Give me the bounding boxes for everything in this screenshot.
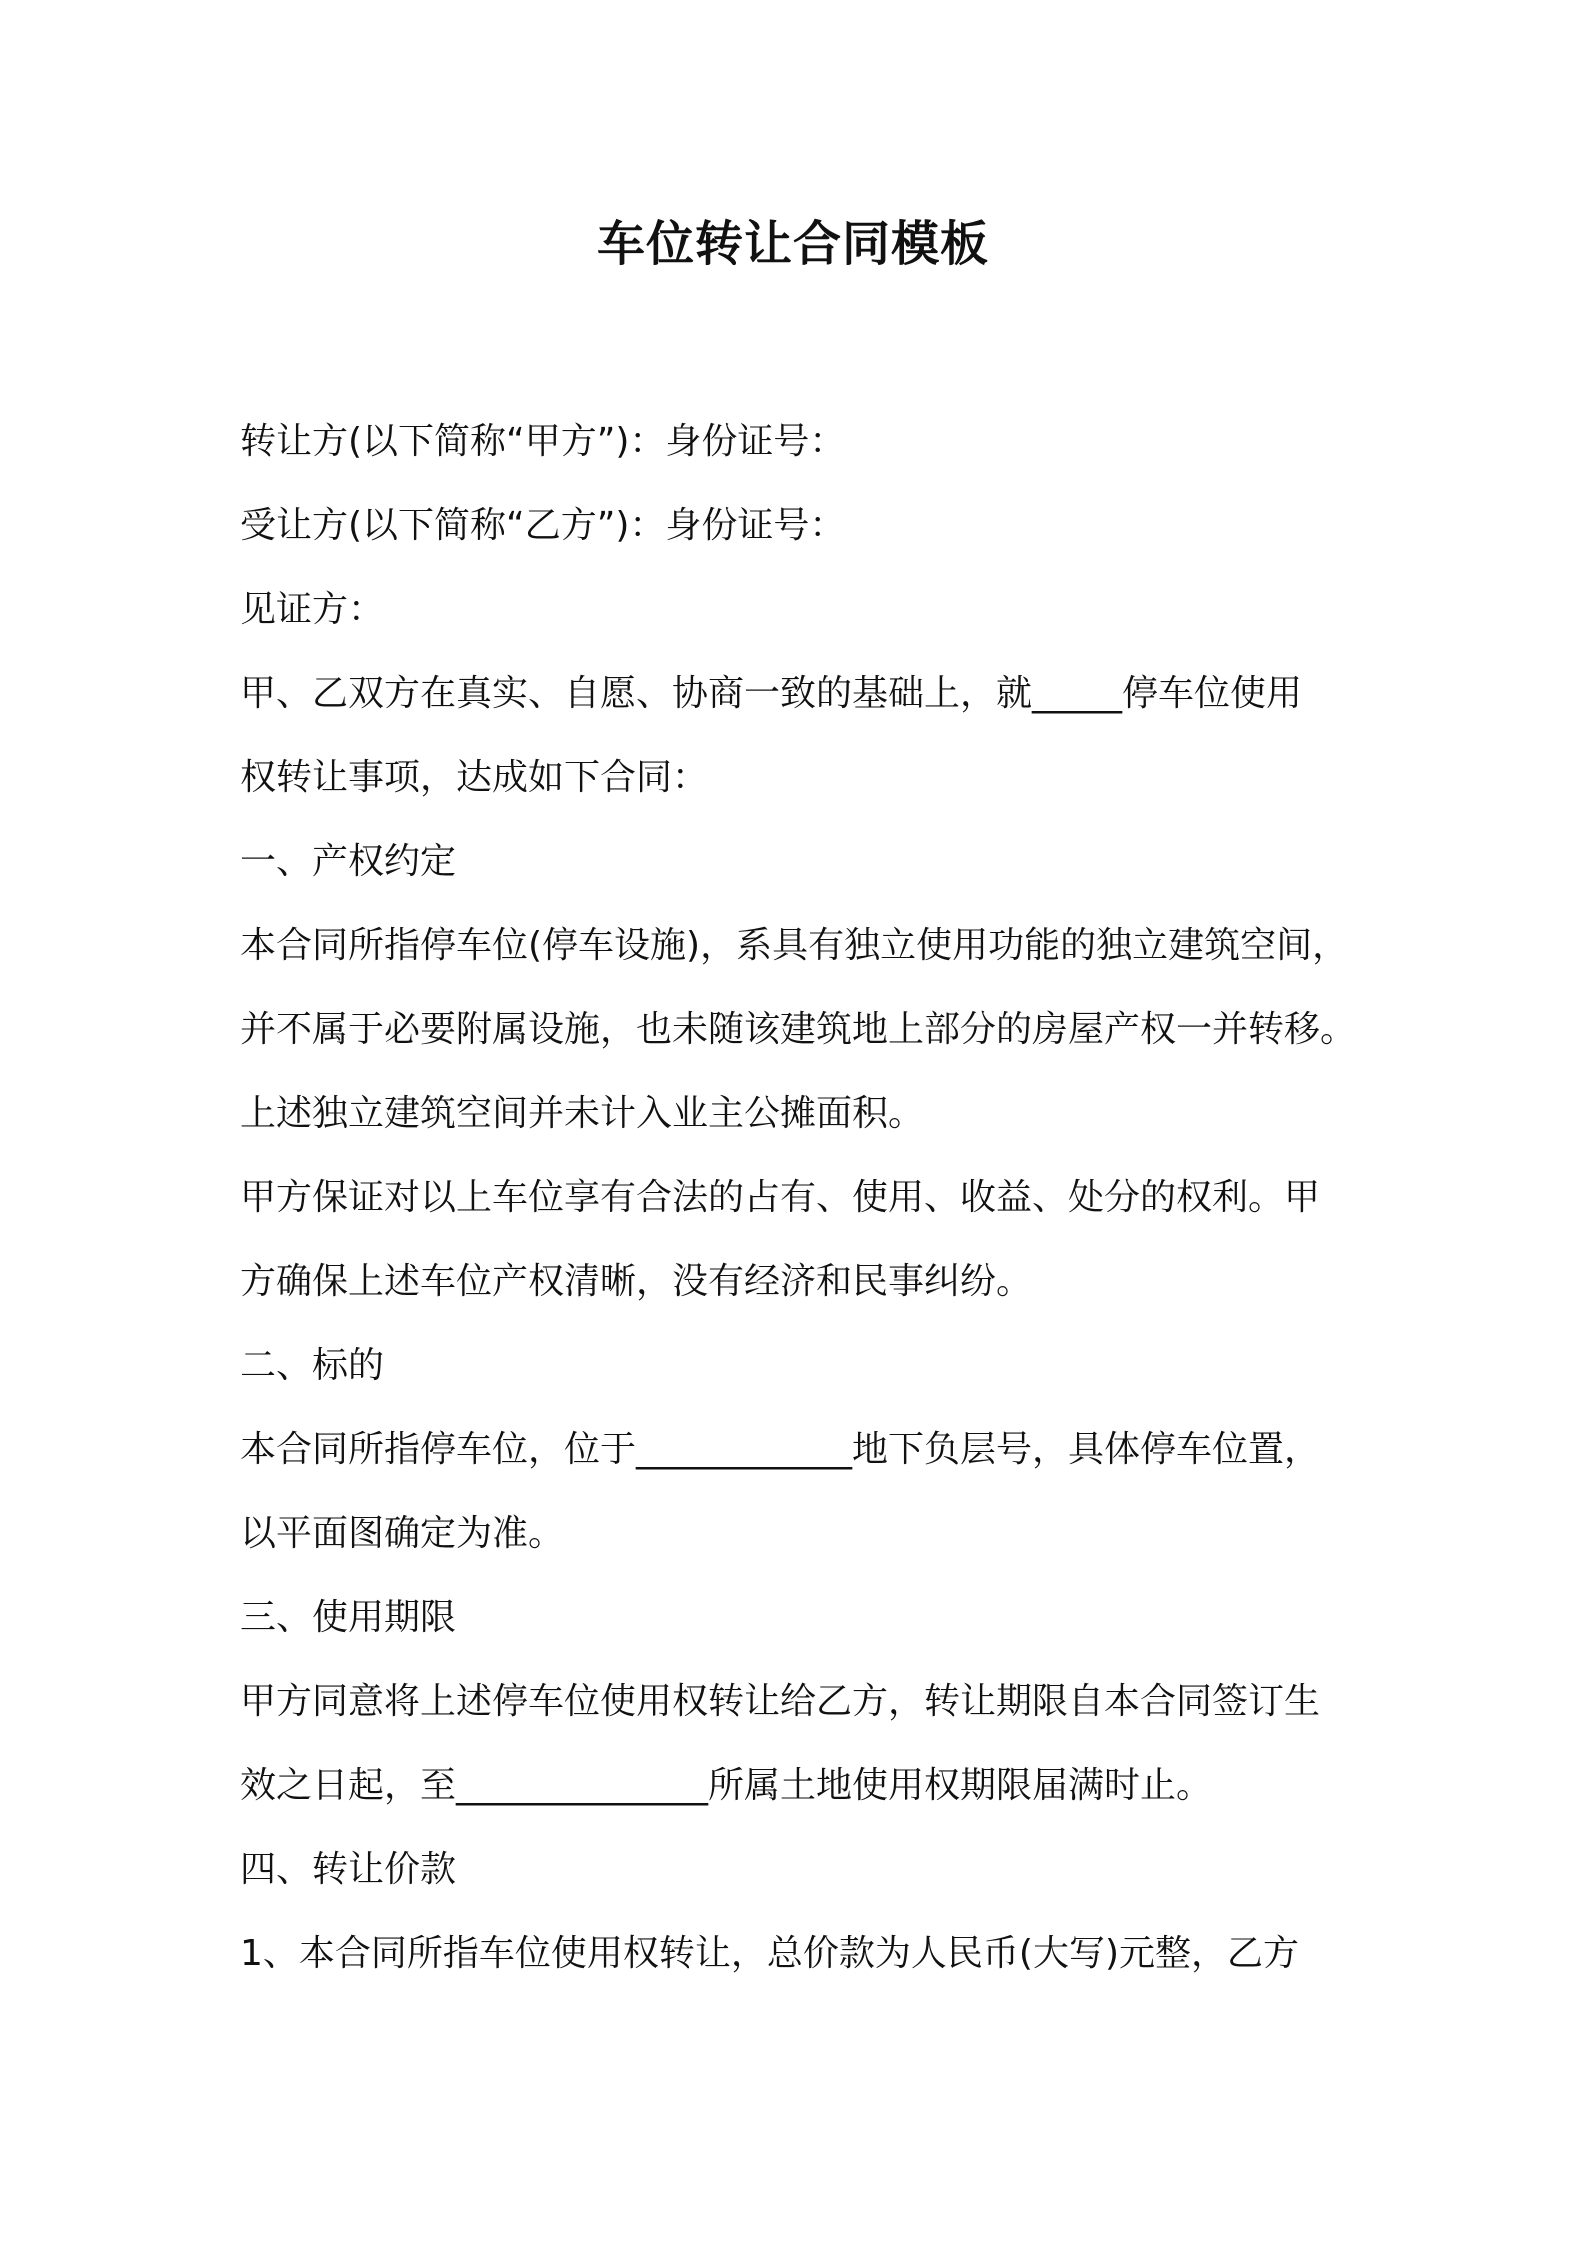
section-heading: 四、转让价款 [240,1849,457,1890]
section-heading: 二、标的 [240,1345,385,1386]
paragraph-line: 1、本合同所指车位使用权转让，总价款为人民币(大写)元整，乙方 [240,1933,1299,1974]
paragraph-line: 甲方同意将上述停车位使用权转让给乙方，转让期限自本合同签订生 [240,1681,1321,1722]
paragraph-line: 本合同所指停车位，位于____________地下负层号，具体停车位置， [240,1429,1321,1470]
paragraph-line: 效之日起，至______________所属土地使用权期限届满时止。 [240,1765,1213,1806]
document-body [240,400,1390,1996]
preamble-line: 权转让事项，达成如下合同： [240,757,709,798]
paragraph-line: 甲方保证对以上车位享有合法的占有、使用、收益、处分的权利。甲 [240,1177,1321,1218]
party-b-line: 受让方(以下简称“乙方”)：身份证号： [240,505,846,546]
paragraph-line: 并不属于必要附属设施，也未随该建筑地上部分的房屋产权一并转移。 [240,1009,1357,1050]
section-heading: 一、产权约定 [240,841,457,882]
paragraph-line: 方确保上述车位产权清晰，没有经济和民事纠纷。 [240,1261,1033,1302]
document-title: 车位转让合同模板 [596,216,989,272]
paragraph-line: 上述独立建筑空间并未计入业主公摊面积。 [240,1093,925,1134]
witness-line: 见证方： [240,589,385,630]
party-a-line: 转让方(以下简称“甲方”)：身份证号： [240,421,846,462]
paragraph-line: 以平面图确定为准。 [240,1513,565,1554]
preamble-line: 甲、乙双方在真实、自愿、协商一致的基础上，就_____停车位使用 [240,673,1303,714]
section-heading: 三、使用期限 [240,1597,457,1638]
paragraph-line: 本合同所指停车位(停车设施)，系具有独立使用功能的独立建筑空间， [240,925,1349,966]
